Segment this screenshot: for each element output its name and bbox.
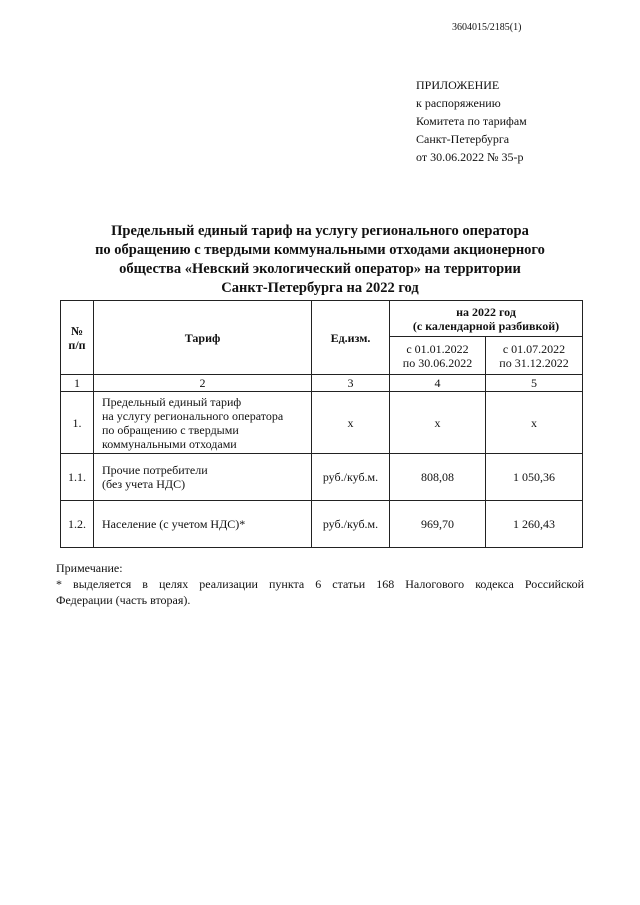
header-row (61, 301, 583, 337)
header-unit: Ед.изм. (312, 301, 390, 375)
tariff-table (60, 300, 583, 548)
header-period-1: с 01.01.2022 по 30.06.2022 (390, 337, 486, 375)
row-unit: х (312, 392, 390, 454)
note-footnote-cont: Федерации (часть вторая). (56, 593, 191, 607)
row-number: 1. (61, 392, 94, 454)
appendix-line: к распоряжению (416, 96, 501, 110)
title-line: по обращению с твердыми коммунальными отходами акционерного (95, 242, 545, 258)
header-num: № п/п (61, 301, 94, 375)
row-unit: руб./куб.м. (312, 501, 390, 548)
appendix-line: Санкт-Петербурга (416, 132, 510, 146)
table-row (61, 392, 583, 454)
note-footnote: * выделяется в целях реализации пункта 6 статьи 168 Налогового кодекса Российской (56, 577, 584, 591)
title-line: Санкт-Петербурга на 2022 год (221, 280, 419, 296)
appendix-line: Комитета по тарифам (416, 114, 527, 128)
row-tariff: Прочие потребители (без учета НДС) (94, 454, 312, 501)
header-period-2: с 01.07.2022 по 31.12.2022 (486, 337, 583, 375)
appendix-line: от 30.06.2022 № 35-р (416, 150, 524, 164)
row-tariff: Предельный единый тариф на услугу регионального оператора по обращению с твердыми коммунальными отходами (94, 392, 312, 454)
column-number: 2 (94, 375, 312, 392)
appendix-block (416, 76, 527, 166)
document-number: 3604015/2185(1) (452, 22, 522, 33)
title-line: общества «Невский экологический оператор» на территории (119, 261, 521, 277)
column-number: 5 (486, 375, 583, 392)
row-number: 1.2. (61, 501, 94, 548)
column-number: 3 (312, 375, 390, 392)
table-row (61, 501, 583, 548)
column-number: 4 (390, 375, 486, 392)
row-value-period-2: 1 260,43 (486, 501, 583, 548)
title-line: Предельный единый тариф на услугу регионального оператора (111, 223, 529, 239)
row-value-period-1: х (390, 392, 486, 454)
row-unit: руб./куб.м. (312, 454, 390, 501)
header-year: на 2022 год (с календарной разбивкой) (390, 301, 583, 337)
table-row (61, 454, 583, 501)
row-value-period-1: 969,70 (390, 501, 486, 548)
header-tariff: Тариф (94, 301, 312, 375)
row-value-period-1: 808,08 (390, 454, 486, 501)
column-number-row (61, 375, 583, 392)
row-value-period-2: 1 050,36 (486, 454, 583, 501)
column-number: 1 (61, 375, 94, 392)
row-number: 1.1. (61, 454, 94, 501)
document-title (40, 222, 600, 298)
row-tariff: Население (с учетом НДС)* (94, 501, 312, 548)
note-label: Примечание: (56, 561, 123, 575)
appendix-title: ПРИЛОЖЕНИЕ (416, 78, 500, 92)
note-block (56, 560, 584, 608)
row-value-period-2: х (486, 392, 583, 454)
